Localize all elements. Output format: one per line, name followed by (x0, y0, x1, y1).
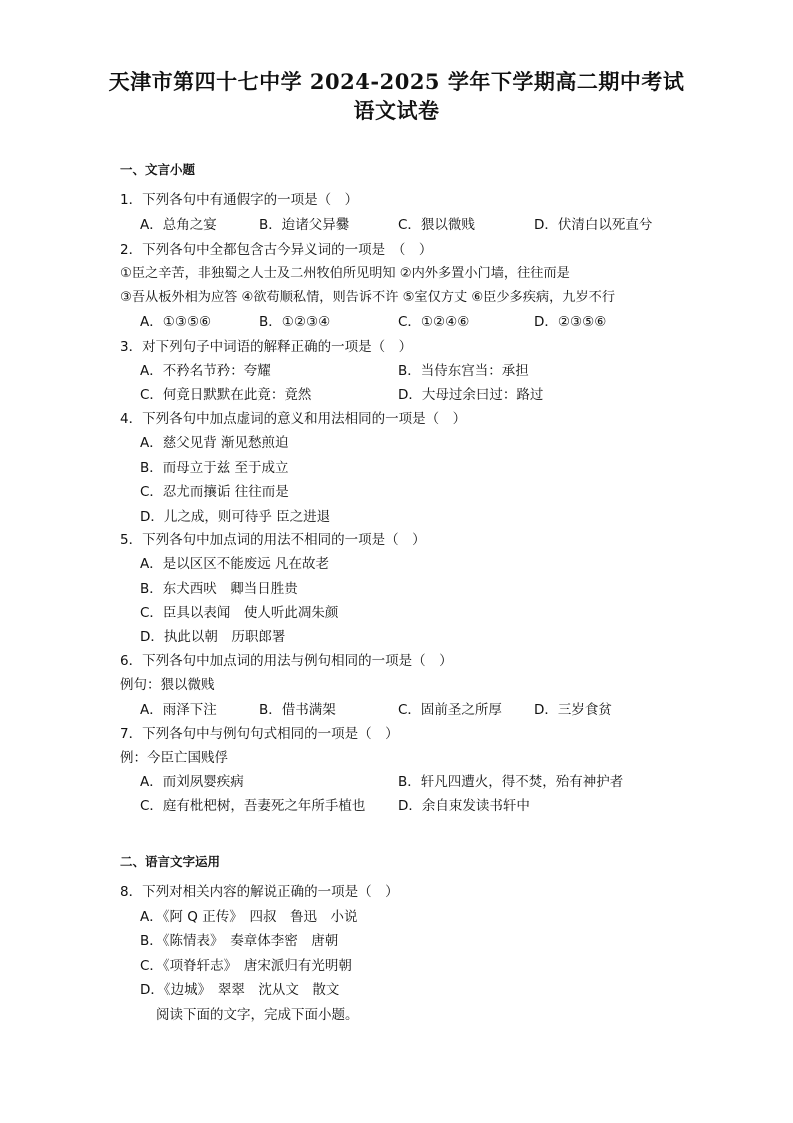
question-6-stem: 6．下列各句中加点词的用法与例句相同的一项是（ ） (120, 653, 453, 669)
q2-sentences-line1: ①臣之辛苦，非独蜀之人士及二州牧伯所见明知 ②内外多置小门墙，往往而是 (120, 266, 570, 281)
q2-option-c: C．①②④⑥ (398, 314, 470, 330)
q3-option-d: D．大母过余曰过：路过 (398, 387, 544, 403)
q7-option-d: D．余自束发读书轩中 (398, 798, 530, 814)
question-4-stem: 4．下列各句中加点虚词的意义和用法相同的一项是（ ） (120, 411, 467, 427)
section-heading-classical: 一、文言小题 (120, 162, 196, 177)
q2-sentences-line2: ③吾从板外相为应答 ④欲苟顺私情，则告诉不许 ⑤室仅方丈 ⑥臣少多疾病，九岁不行 (120, 290, 616, 305)
q5-option-c: C．臣具以表闻 使人听此凋朱颜 (140, 605, 339, 621)
q8-option-a: A．《阿 Q 正传》 四叔 鲁迅 小说 (140, 909, 358, 925)
q1-option-b: B．迨诸父异爨 (259, 217, 350, 233)
q2-option-a: A．①③⑤⑥ (140, 314, 212, 330)
q1-option-a: A．总角之宴 (140, 217, 217, 233)
question-5-stem: 5．下列各句中加点词的用法不相同的一项是（ ） (120, 532, 426, 548)
q3-option-b: B．当侍东宫当：承担 (398, 363, 529, 379)
q4-option-a: A．慈父见背 渐见愁煎迫 (140, 435, 289, 451)
question-2-stem: 2．下列各句中全都包含古今异义词的一项是 （ ） (120, 242, 433, 258)
q6-example: 例句：猥以微贱 (120, 677, 215, 693)
q6-option-c: C．固前圣之所厚 (398, 702, 502, 718)
q3-option-c: C．何竟日默默在此竟：竟然 (140, 387, 312, 403)
q7-option-c: C．庭有枇杷树，吾妻死之年所手植也 (140, 798, 366, 814)
exam-subtitle: 语文试卷 (353, 98, 440, 123)
q8-option-d: D．《边城》 翠翠 沈从文 散文 (140, 982, 340, 998)
question-1-stem: 1．下列各句中有通假字的一项是（ ） (120, 192, 359, 208)
q4-option-c: C．忍尤而攘诟 往往而是 (140, 484, 289, 500)
section-heading-language: 二、语言文字运用 (120, 854, 221, 869)
exam-title: 天津市第四十七中学 2024-2025 学年下学期高二期中考试 (108, 69, 685, 94)
q3-option-a: A．不矜名节矜：夸耀 (140, 363, 271, 379)
q5-option-d: D．执此以朝 历职郎署 (140, 629, 286, 645)
question-7-stem: 7．下列各句中与例句句式相同的一项是（ ） (120, 726, 399, 742)
q2-option-d: D．②③⑤⑥ (534, 314, 607, 330)
q8-option-c: C．《项脊轩志》 唐宋派归有光明朝 (140, 958, 352, 974)
q6-option-a: A．雨泽下注 (140, 702, 217, 718)
question-8-stem: 8．下列对相关内容的解说正确的一项是（ ） (120, 884, 399, 900)
q6-option-d: D．三岁食贫 (534, 702, 612, 718)
q7-example: 例：今臣亡国贱俘 (120, 750, 228, 766)
reading-intro: 阅读下面的文字，完成下面小题。 (156, 1007, 359, 1023)
q1-option-d: D．伏清白以死直兮 (534, 217, 653, 233)
q2-option-b: B．①②③④ (259, 314, 331, 330)
q7-option-b: B．轩凡四遭火，得不焚，殆有神护者 (398, 774, 624, 790)
q1-option-c: C．猥以微贱 (398, 217, 475, 233)
q5-option-b: B．东犬西吠 卿当日胜贵 (140, 581, 298, 597)
q8-option-b: B．《陈情表》 奏章体李密 唐朝 (140, 933, 339, 949)
q5-option-a: A．是以区区不能废远 凡在故老 (140, 556, 330, 572)
q6-option-b: B．借书满架 (259, 702, 336, 718)
q4-option-d: D．儿之成，则可待乎 臣之进退 (140, 509, 331, 525)
question-3-stem: 3．对下列句子中词语的解释正确的一项是（ ） (120, 339, 413, 355)
q4-option-b: B．而母立于兹 至于成立 (140, 460, 289, 476)
q7-option-a: A．而刘夙婴疾病 (140, 774, 244, 790)
